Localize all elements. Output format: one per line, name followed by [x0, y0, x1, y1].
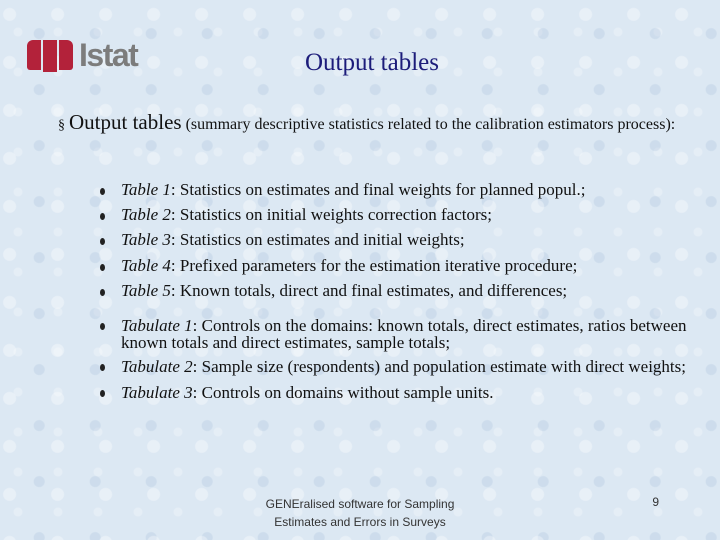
page-number: 9 — [652, 495, 659, 509]
list-item: Table 1: Statistics on estimates and final weights for planned popul.; — [97, 180, 697, 205]
bullet-icon — [100, 390, 105, 397]
logo-text: Istat — [79, 37, 138, 73]
bullet-icon — [100, 213, 105, 220]
tables-list — [97, 180, 697, 306]
bullet-icon — [100, 264, 105, 271]
footer-line-2: Estimates and Errors in Surveys — [274, 515, 446, 529]
bullet-icon — [100, 188, 105, 195]
bullet-icon — [100, 289, 105, 296]
bullet-icon — [100, 238, 105, 245]
section-bullet-icon: § — [58, 118, 65, 133]
list-item: Tabulate 2: Sample size (respondents) and population estimate with direct weights; — [97, 359, 697, 376]
footer-line-1: GENEralised software for Sampling — [265, 497, 455, 511]
list-item: Table 2: Statistics on initial weights correction factors; — [97, 205, 697, 230]
bullet-icon — [100, 364, 105, 371]
list-item: Table 3: Statistics on estimates and initial weights; — [97, 230, 697, 255]
list-item: Table 5: Known totals, direct and final estimates, and differences; — [97, 281, 697, 306]
slide-title: Output tables — [304, 49, 439, 76]
bullet-icon — [100, 323, 105, 330]
list-item: Tabulate 1: Controls on the domains: known totals, direct estimates, ratios between known totals and direct estimates, sample totals; — [97, 318, 697, 351]
intro-detail: (summary descriptive statistics related to the calibration estimators process): — [185, 116, 676, 133]
list-item: Table 4: Prefixed parameters for the estimation iterative procedure; — [97, 256, 697, 281]
intro-paragraph — [58, 110, 698, 134]
intro-lead: Output tables — [69, 110, 182, 134]
list-item: Tabulate 3: Controls on domains without sample units. — [97, 385, 697, 402]
footer-caption — [254, 495, 466, 531]
tabulates-list — [97, 318, 697, 409]
